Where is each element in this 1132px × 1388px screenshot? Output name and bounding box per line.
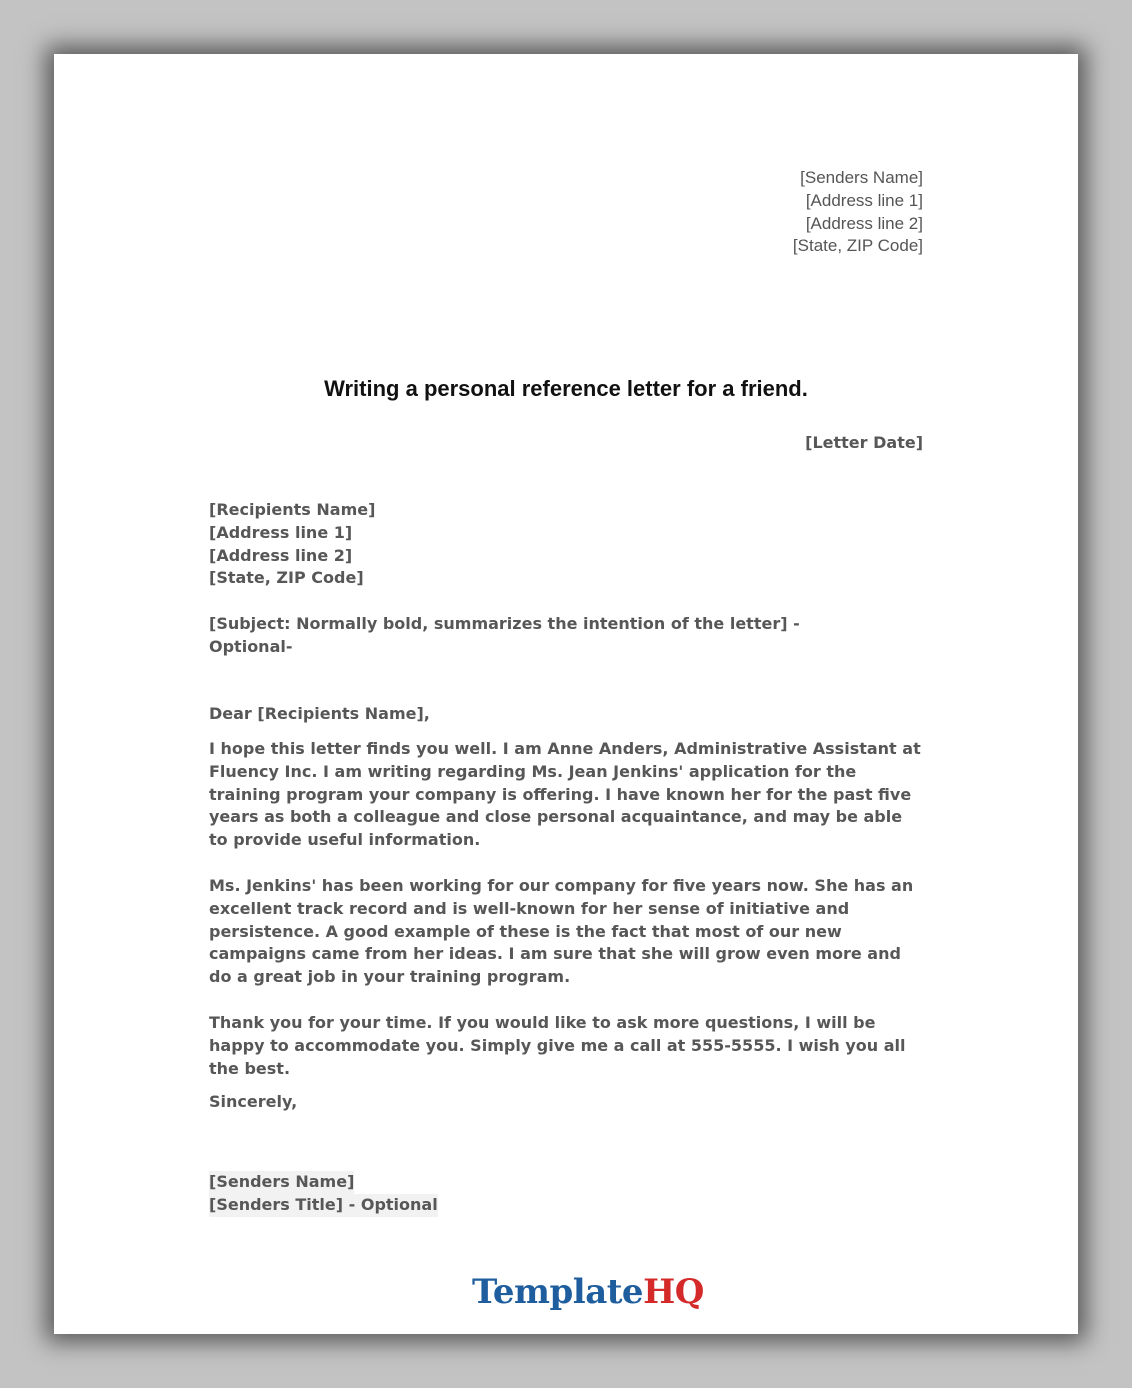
signature-title: [Senders Title] - Optional	[209, 1194, 438, 1217]
subject-line: [Subject: Normally bold, summarizes the intention of the letter] - Optional-	[209, 614, 800, 656]
recipient-name: [Recipients Name]	[209, 500, 376, 519]
recipient-address-line-2: [Address line 2]	[209, 545, 353, 565]
recipient-address-block	[209, 499, 375, 590]
recipient-state-zip: [State, ZIP Code]	[209, 568, 364, 588]
sender-address-line-2: [Address line 2]	[805, 213, 923, 233]
logo-text-hq: HQ	[643, 1272, 704, 1312]
recipient-address-line-1: [Address line 1]	[209, 522, 353, 542]
logo-text-template: Template	[472, 1272, 644, 1312]
templatehq-logo	[472, 1272, 704, 1312]
sender-address-block	[793, 167, 923, 258]
sender-state-zip: [State, ZIP Code]	[792, 236, 923, 256]
body-paragraph-1: I hope this letter finds you well. I am Anne Anders, Administrative Assistant at Fluency Inc. I am writing regarding Ms. Jean Jenkins' application for the training program your company is offering. I have known her for the past five years as both a colleague and close personal acquaintance, and may be able to provide useful information.	[209, 739, 921, 850]
greeting: Dear [Recipients Name],	[209, 704, 430, 723]
signature-name: [Senders Name]	[209, 1171, 354, 1194]
signature-block	[209, 1171, 438, 1217]
sender-address-line-1: [Address line 1]	[805, 190, 923, 210]
letter-title: Writing a personal reference letter for a friend.	[324, 376, 808, 401]
letter-page	[54, 54, 1078, 1334]
closing: Sincerely,	[209, 1092, 298, 1111]
sender-name: [Senders Name]	[800, 168, 923, 187]
letter-date: [Letter Date]	[805, 433, 923, 452]
body-paragraph-3: Thank you for your time. If you would like to ask more questions, I will be happy to accommodate you. Simply give me a call at 555-5555. I wish you all the best.	[209, 1013, 906, 1078]
body-paragraph-2: Ms. Jenkins' has been working for our company for five years now. She has an excellent track record and is well-known for her sense of initiative and persistence. A good example of these is the fact that most of our new campaigns came from her ideas. I am sure that she will grow even more and do a great job in your training program.	[209, 876, 914, 987]
